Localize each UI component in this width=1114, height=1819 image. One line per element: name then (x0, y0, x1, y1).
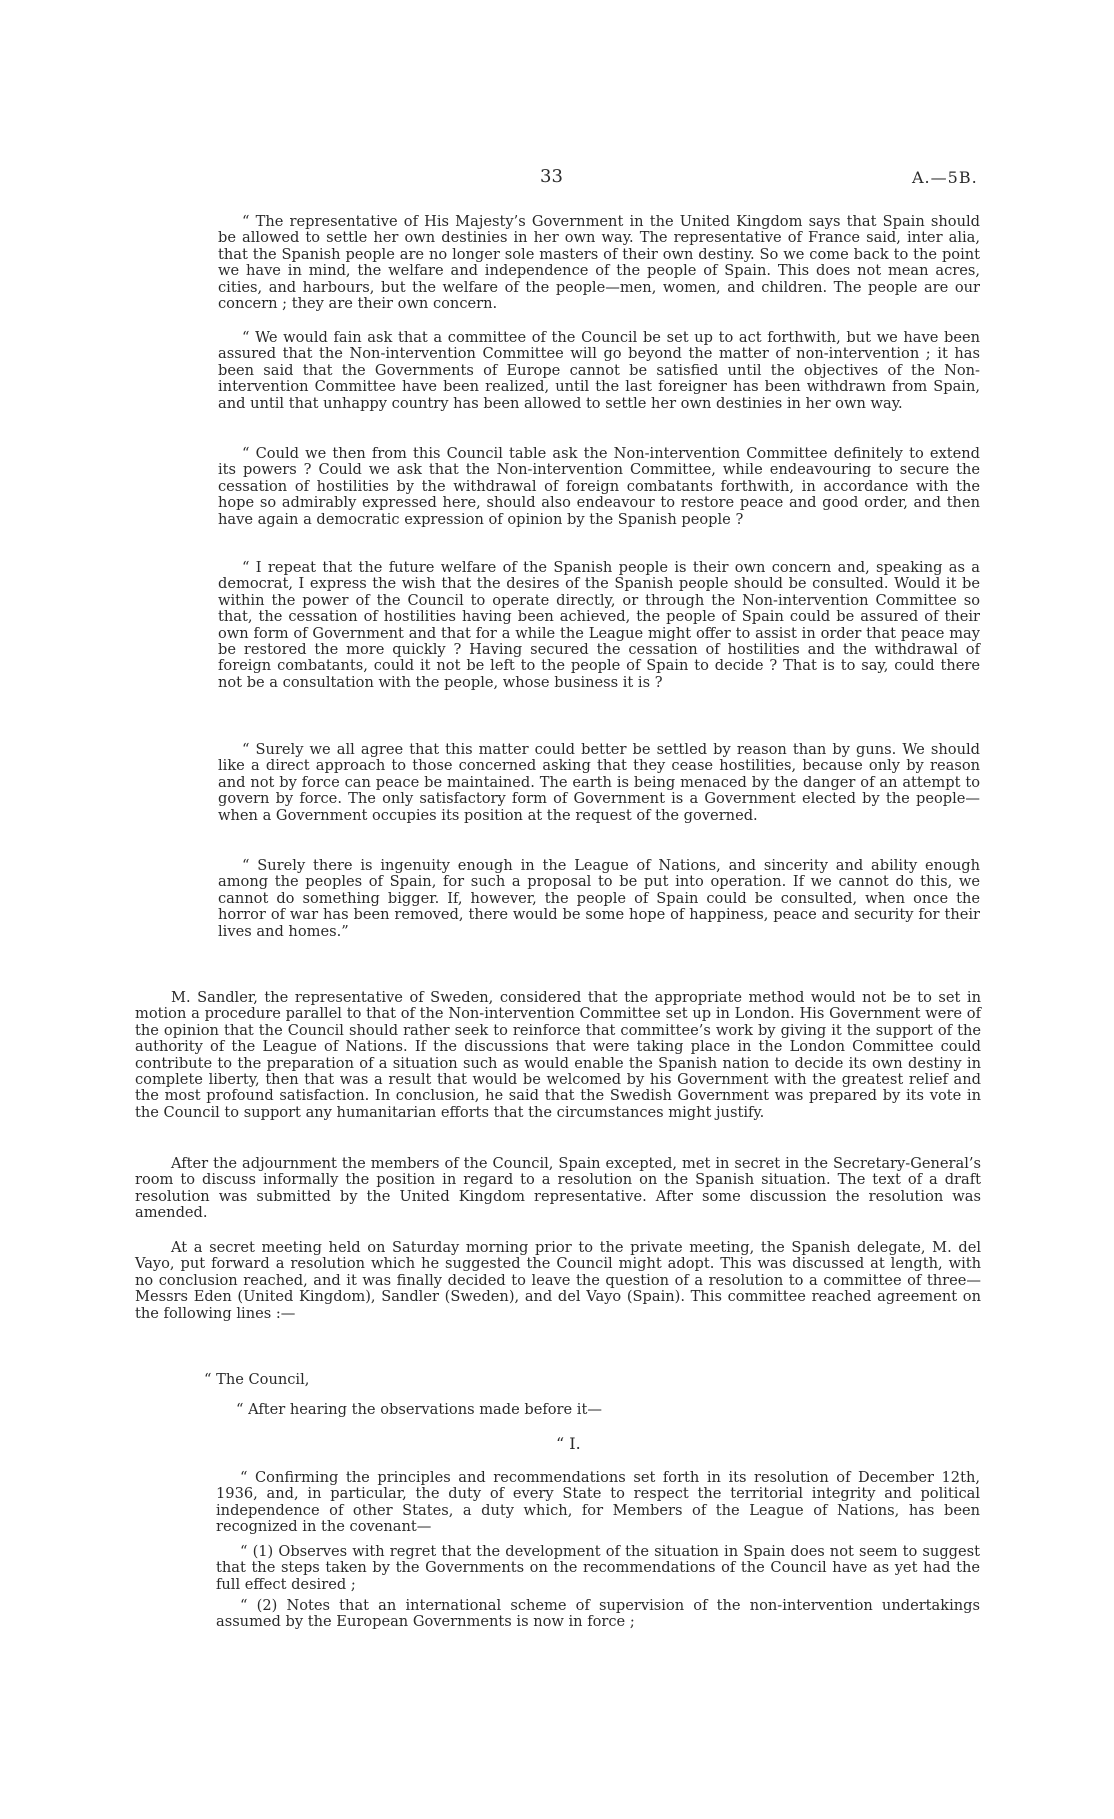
resolution-paragraph-2-text: “ (1) Observes with regret that the development of the situation in Spain does not seem to suggest that the steps taken by the Governments on the recommendations of the Council have as yet had the full effect desired ; (216, 1543, 980, 1593)
page-number: 33 (540, 166, 563, 187)
narrative-paragraph-3 (135, 1240, 981, 1322)
resolution-paragraph-1-text: “ Confirming the principles and recommendations set forth in its resolution of December 12th, 1936, and, in particular, the duty of every State to respect the territorial integrity and political independence of other States, a duty which, for Members of the League of Nations, has been recognized in the covenant— (216, 1469, 980, 1536)
quote-paragraph-4-text: “ I repeat that the future welfare of the Spanish people is their own concern and, speaking as a democrat, I express the wish that the desires of the Spanish people should be consulted. Would it be within the power of the Council to operate directly, or through the Non-intervention Committee so that, the cessation of hostilities having been achieved, the people of Spain could be assured of their own form of Government and that for a while the League might offer to assist in order that peace may be restored the more quickly ? Having secured the cessation of hostilities and the withdrawal of foreign combatants, could it not be left to the people of Spain to decide ? That is to say, could there not be a consultation with the people, whose business it is ? (218, 559, 980, 691)
quote-paragraph-5 (218, 742, 980, 824)
narrative-paragraph-1 (135, 990, 981, 1121)
resolution-paragraph-3-text: “ (2) Notes that an international scheme of supervision of the non-intervention undertakings assumed by the European Governments is now in force ; (216, 1597, 980, 1631)
quote-paragraph-2 (218, 330, 980, 412)
resolution-section-heading: “ I. (556, 1434, 581, 1453)
resolution-preamble: “ After hearing the observations made before it— (236, 1401, 602, 1418)
document-reference: A.—5B. (912, 168, 978, 187)
quote-paragraph-6-text: “ Surely there is ingenuity enough in the League of Nations, and sincerity and ability enough among the peoples of Spain, for such a proposal to be put into operation. If we cannot do this, we cannot do something bigger. If, however, the people of Spain could be consulted, when once the horror of war has been removed, there would be some hope of happiness, peace and security for their lives and homes.” (218, 857, 980, 940)
quote-paragraph-6 (218, 858, 980, 940)
page-header (0, 166, 1114, 190)
resolution-paragraph-3 (216, 1598, 980, 1631)
quote-paragraph-4 (218, 560, 980, 691)
narrative-paragraph-2 (135, 1156, 981, 1222)
resolution-paragraph-2 (216, 1544, 980, 1593)
quote-paragraph-1-text: “ The representative of His Majesty’s Government in the United Kingdom says that Spain should be allowed to settle her own destinies in her own way. The representative of France said, inter alia, that the Spanish people are no longer sole masters of their own destiny. So we come back to the point we have in mind, the welfare and independence of the people of Spain. This does not mean acres, cities, and harbours, but the welfare of the people—men, women, and children. The people are our concern ; they are their own concern. (218, 213, 980, 313)
narrative-paragraph-3-text: At a secret meeting held on Saturday morning prior to the private meeting, the Spanish delegate, M. del Vayo, put forward a resolution which he suggested the Council might adopt. This was discussed at length, with no conclusion reached, and it was finally decided to leave the question of a resolution to a committee of three—Messrs Eden (United Kingdom), Sandler (Sweden), and del Vayo (Spain). This committee reached agreement on the following lines :— (135, 1239, 981, 1322)
resolution-paragraph-1 (216, 1470, 980, 1536)
narrative-paragraph-1-text: M. Sandler, the representative of Sweden, considered that the appropriate method would not be to set in motion a procedure parallel to that of the Non-intervention Committee set up in London. His Government were of the opinion that the Council should rather seek to reinforce that committee’s work by giving it the support of the authority of the League of Nations. If the discussions that were taking place in the London Committee could contribute to the preparation of a situation such as would enable the Spanish nation to decide its own destiny in complete liberty, then that was a result that would be welcomed by his Government with the greatest relief and the most profound satisfaction. In conclusion, he said that the Swedish Government was prepared by its vote in the Council to support any humanitarian efforts that the circumstances might justify. (135, 989, 981, 1121)
quote-paragraph-3 (218, 446, 980, 528)
narrative-paragraph-2-text: After the adjournment the members of the Council, Spain excepted, met in secret in the Secretary-General’s room to discuss informally the position in regard to a resolution on the Spanish situation. The text of a draft resolution was submitted by the United Kingdom representative. After some discussion the resolution was amended. (135, 1155, 981, 1222)
resolution-opening: “ The Council, (204, 1371, 310, 1388)
quote-paragraph-5-text: “ Surely we all agree that this matter could better be settled by reason than by guns. We should like a direct approach to those concerned asking that they cease hostilities, because only by reason and not by force can peace be maintained. The earth is being menaced by the danger of an attempt to govern by force. The only satisfactory form of Government is a Government elected by the people—when a Government occupies its position at the request of the governed. (218, 741, 980, 824)
quote-paragraph-3-text: “ Could we then from this Council table ask the Non-intervention Committee definitely to extend its powers ? Could we ask that the Non-intervention Committee, while endeavouring to secure the cessation of hostilities by the withdrawal of foreign combatants forthwith, in accordance with the hope so admirably expressed here, should also endeavour to restore peace and good order, and then have again a democratic expression of opinion by the Spanish people ? (218, 445, 980, 528)
quote-paragraph-1 (218, 214, 980, 312)
quote-paragraph-2-text: “ We would fain ask that a committee of the Council be set up to act forthwith, but we have been assured that the Non-intervention Committee will go beyond the matter of non-intervention ; it has been said that the Governments of Europe cannot be satisfied until the objectives of the Non-intervention Committee have been realized, until the last foreigner has been withdrawn from Spain, and until that unhappy country has been allowed to settle her own destinies in her own way. (218, 329, 980, 412)
